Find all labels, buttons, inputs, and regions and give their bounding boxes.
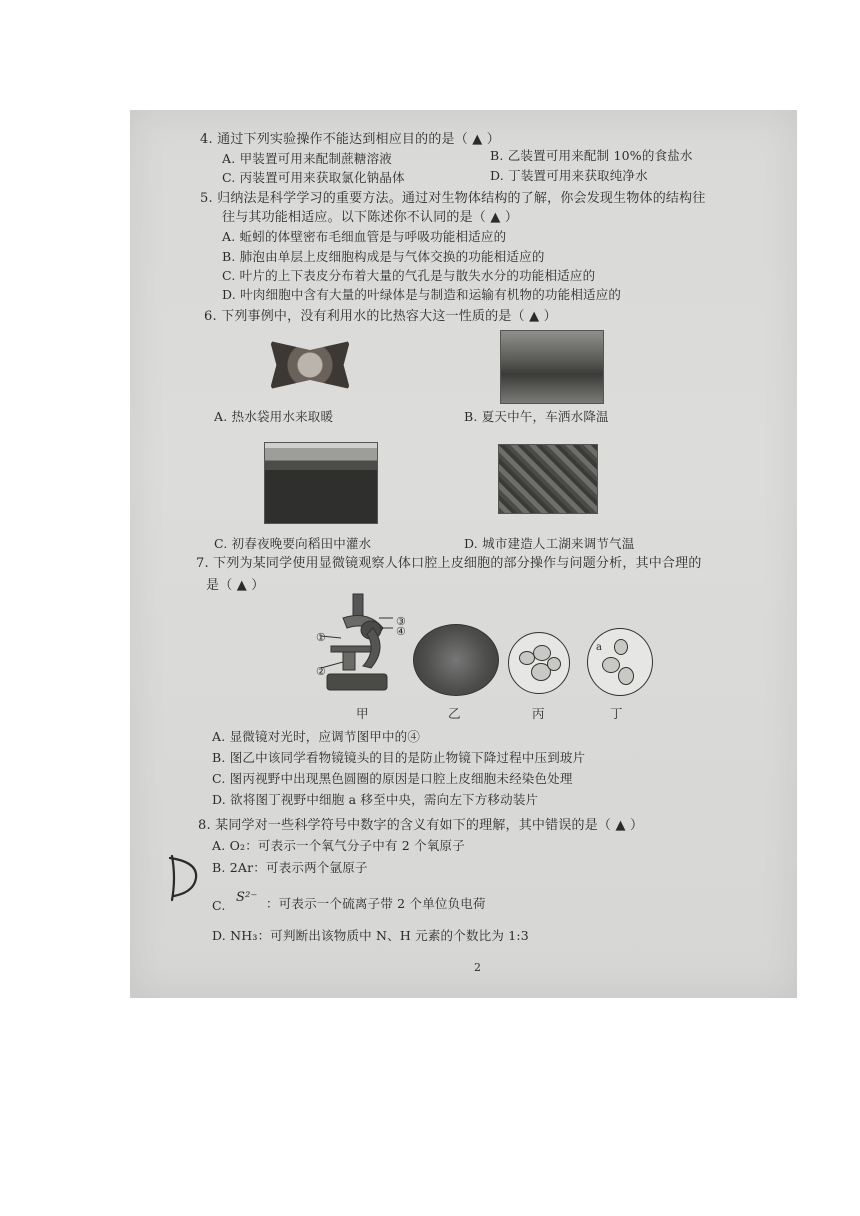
q8-option-d: D. NH₃：可判断出该物质中 N、H 元素的个数比为 1:3	[212, 928, 529, 943]
sulfide-ion-symbol: S²⁻	[236, 890, 258, 905]
label-bing: 丙	[532, 706, 545, 721]
q8-option-a: A. O₂：可表示一个氧气分子中有 2 个氧原子	[212, 838, 465, 853]
field-of-view-ding	[587, 628, 653, 696]
q4-option-a: A. 甲装置可用来配制蔗糖溶液	[222, 151, 392, 166]
q5-option-d: D. 叶肉细胞中含有大量的叶绿体是与制造和运输有机物的功能相适应的	[222, 287, 622, 302]
q8-option-c: ：可表示一个硫离子带 2 个单位负电荷	[266, 896, 486, 911]
q7-option-d: D. 欲将图丁视野中细胞 a 移至中央，需向左下方移动装片	[212, 792, 539, 807]
q5-option-b: B. 肺泡由单层上皮细胞构成是与气体交换的功能相适应的	[222, 249, 545, 264]
q8-stem: 8. 某同学对一些科学符号中数字的含义有如下的理解，其中错误的是（ ▲ ）	[198, 818, 644, 833]
q8-option-c-prefix: C.	[212, 898, 226, 913]
q4-option-c: C. 丙装置可用来获取氯化钠晶体	[222, 170, 405, 185]
q7-option-a: A. 显微镜对光时，应调节图甲中的④	[212, 729, 421, 744]
callout-3: ③	[396, 615, 407, 628]
q7-option-b: B. 图乙中该同学看物镜镜头的目的是防止物镜下降过程中压到玻片	[212, 750, 586, 765]
callout-2: ②	[316, 665, 327, 678]
field-of-view-yi	[413, 624, 499, 696]
q4-option-d: D. 丁装置可用来获取纯净水	[490, 168, 648, 183]
cell-a-label: a	[596, 642, 603, 653]
q7-stem-line2: 是（ ▲ ）	[206, 578, 265, 593]
epithelial-cell	[614, 639, 628, 655]
artificial-lake-image	[498, 444, 598, 514]
sprinkler-truck-image	[500, 330, 604, 404]
q6-option-c: C. 初春夜晚要向稻田中灌水	[214, 536, 372, 551]
callout-4: ④	[396, 625, 407, 638]
epithelial-cell	[618, 667, 634, 685]
q6-option-a: A. 热水袋用水来取暖	[214, 409, 334, 424]
q6-stem: 6. 下列事例中，没有利用水的比热容大这一性质的是（ ▲ ）	[204, 309, 557, 324]
q5-stem-line2: 往与其功能相适应。以下陈述你不认同的是（ ▲ ）	[222, 210, 519, 225]
q5-option-c: C. 叶片的上下表皮分布着大量的气孔是与散失水分的功能相适应的	[222, 268, 596, 283]
label-ding: 丁	[610, 706, 623, 721]
q5-stem-line1: 5. 归纳法是科学学习的重要方法。通过对生物体结构的了解，你会发现生物体的结构往	[200, 191, 706, 206]
label-yi: 乙	[448, 706, 461, 721]
rice-field-image	[264, 442, 378, 524]
q7-option-c: C. 图丙视野中出现黑色圆圈的原因是口腔上皮细胞未经染色处理	[212, 771, 573, 786]
epithelial-cell	[602, 657, 620, 673]
q4-option-b: B. 乙装置可用来配制 10%的食盐水	[490, 148, 693, 163]
label-jia: 甲	[356, 706, 369, 721]
q5-option-a: A. 蚯蚓的体壁密布毛细血管是与呼吸功能相适应的	[222, 229, 507, 244]
q7-stem-line1: 7. 下列为某同学使用显微镜观察人体口腔上皮细胞的部分操作与问题分析，其中合理的	[196, 556, 702, 571]
q6-option-d: D. 城市建造人工湖来调节气温	[464, 536, 635, 551]
cell-bubble	[547, 657, 561, 671]
callout-1: ①	[316, 631, 327, 644]
hot-water-bag-image	[270, 335, 350, 395]
handwritten-d-mark	[166, 848, 206, 904]
q8-option-b: B. 2Ar：可表示两个氩原子	[212, 860, 368, 875]
page-number: 2	[474, 961, 482, 974]
exam-page-photo	[130, 110, 797, 998]
q4-stem: 4. 通过下列实验操作不能达到相应目的的是（ ▲ ）	[200, 132, 500, 147]
q6-option-b: B. 夏天中午，车洒水降温	[464, 409, 609, 424]
microscope-diagram	[313, 588, 403, 700]
field-of-view-bing	[508, 632, 570, 694]
